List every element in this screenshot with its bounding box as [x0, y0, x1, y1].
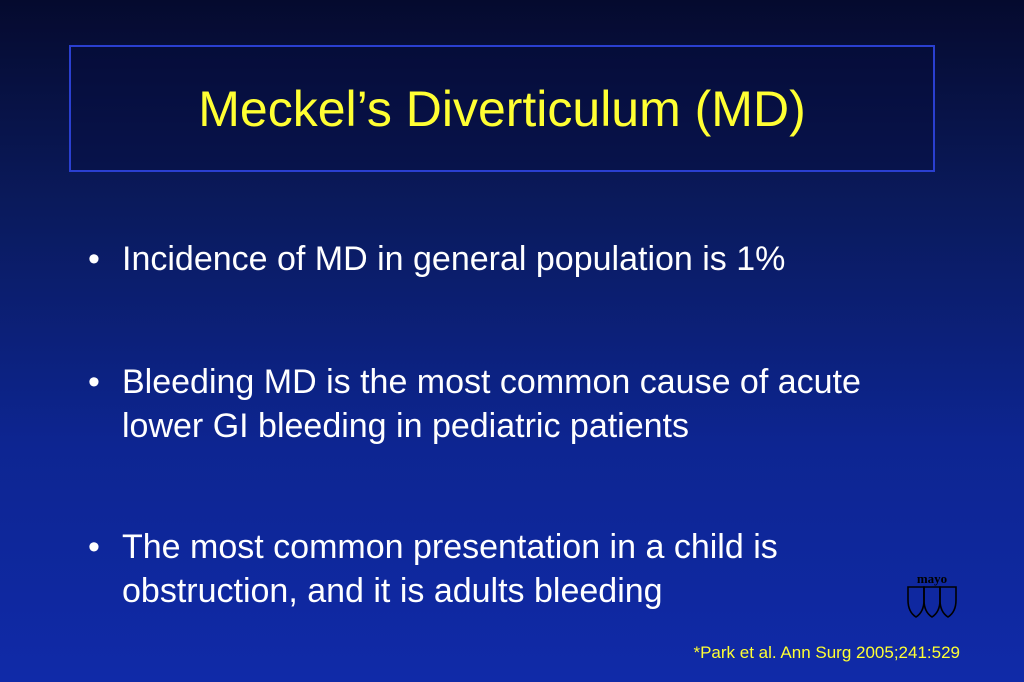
bullet-text-3: The most common presentation in a child is obstruction, and it is adults bleeding	[122, 528, 778, 610]
title-box	[69, 45, 935, 172]
bullet-dot: •	[88, 363, 100, 401]
bullet-dot: •	[88, 528, 100, 566]
mayo-clinic-shield-logo	[904, 570, 960, 620]
bullet-item-1	[88, 237, 948, 281]
slide-title: Meckel’s Diverticulum (MD)	[198, 80, 806, 137]
shield-icon	[908, 587, 956, 617]
citation: *Park et al. Ann Surg 2005;241:529	[693, 643, 960, 662]
bullet-item-3	[88, 525, 938, 613]
bullet-text-2: Bleeding MD is the most common cause of acute lower GI bleeding in pediatric patients	[122, 363, 861, 445]
bullet-text-1: Incidence of MD in general population is 1%	[122, 240, 786, 278]
bullet-dot: •	[88, 240, 100, 278]
bullet-item-2	[88, 360, 928, 448]
logo-text: mayo	[916, 571, 948, 586]
